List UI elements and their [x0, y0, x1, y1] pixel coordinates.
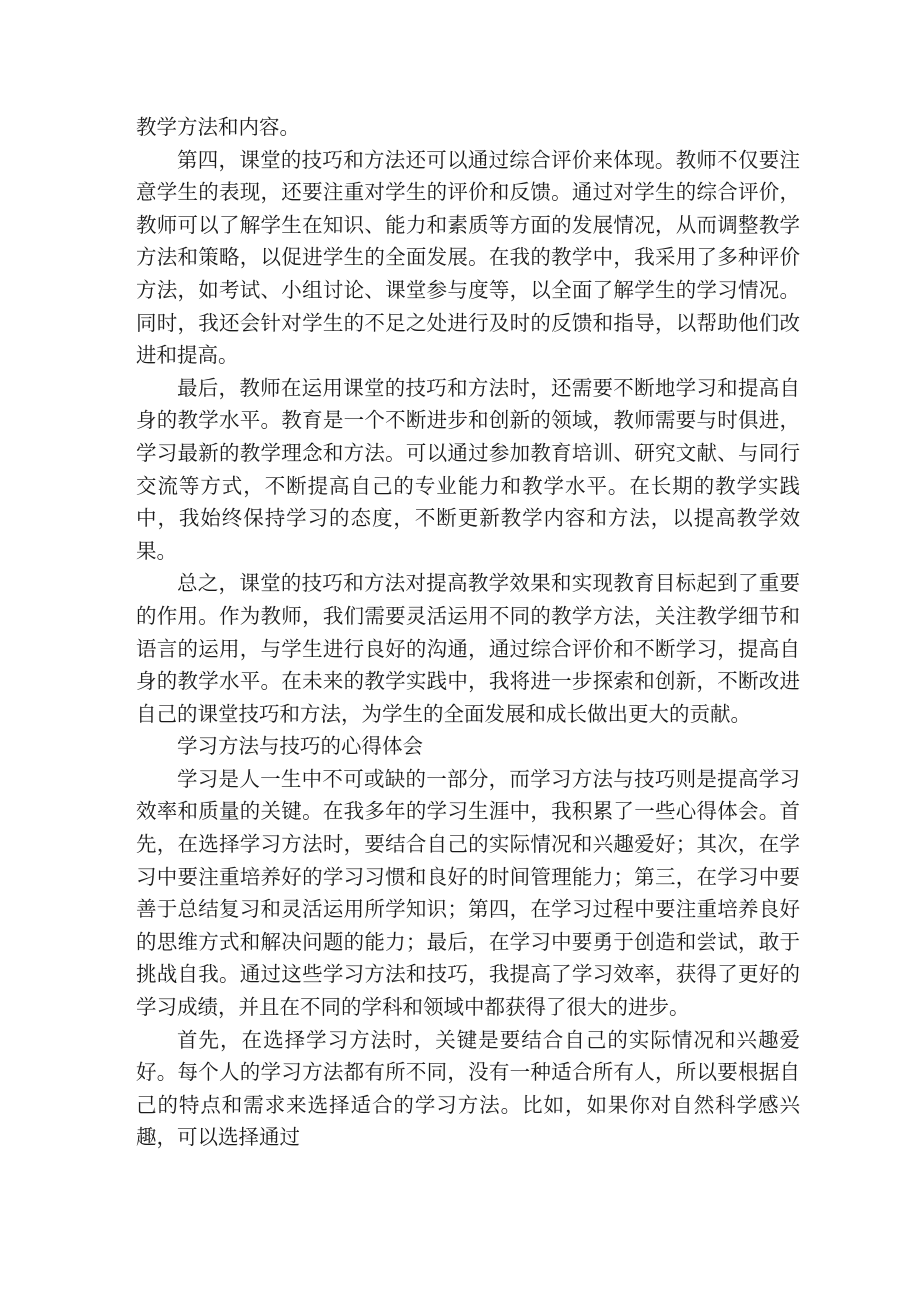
paragraph-first-choose-method: 首先，在选择学习方法时，关键是要结合自己的实际情况和兴趣爱好。每个人的学习方法都有所不同，没有一种适合所有人，所以要根据自己的特点和需求来选择适合的学习方法。比如，如果你对自然科学感兴趣，可以选择通过	[136, 1027, 800, 1150]
paragraph-study-intro: 学习是人一生中不可或缺的一部分，而学习方法与技巧则是提高学习效率和质量的关键。在我多年的学习生涯中，我积累了一些心得体会。首先，在选择学习方法时，要结合自己的实际情况和兴趣爱好；其次，在学习中要注重培养好的学习习惯和良好的时间管理能力；第三，在学习中要善于总结复习和灵活运用所学知识；第四，在学习过程中要注重培养良好的思维方式和解决问题的能力；最后，在学习中要勇于创造和尝试，敢于挑战自我。通过这些学习方法和技巧，我提高了学习效率，获得了更好的学习成绩，并且在不同的学科和领域中都获得了很大的进步。	[136, 766, 800, 1020]
paragraph-finally-learning: 最后，教师在运用课堂的技巧和方法时，还需要不断地学习和提高自身的教学水平。教育是一个不断进步和创新的领域，教师需要与时俱进，学习最新的教学理念和方法。可以通过参加教育培训、研究文献、与同行交流等方式，不断提高自己的专业能力和教学水平。在长期的教学实践中，我始终保持学习的态度，不断更新教学内容和方法，以提高教学效果。	[136, 375, 800, 563]
document-body	[136, 111, 800, 1154]
paragraph-conclusion: 总之，课堂的技巧和方法对提高教学效果和实现教育目标起到了重要的作用。作为教师，我们需要灵活运用不同的教学方法，关注教学细节和语言的运用，与学生进行良好的沟通，通过综合评价和不断学习，提高自身的教学水平。在未来的教学实践中，我将进一步探索和创新，不断改进自己的课堂技巧和方法，为学生的全面发展和成长做出更大的贡献。	[136, 571, 800, 726]
paragraph-continuation: 教学方法和内容。	[136, 115, 300, 139]
section-title: 学习方法与技巧的心得体会	[177, 734, 423, 759]
paragraph-fourth-evaluation: 第四，课堂的技巧和方法还可以通过综合评价来体现。教师不仅要注意学生的表现，还要注重对学生的评价和反馈。通过对学生的综合评价，教师可以了解学生在知识、能力和素质等方面的发展情况，从而调整教学方法和策略，以促进学生的全面发展。在我的教学中，我采用了多种评价方法，如考试、小组讨论、课堂参与度等，以全面了解学生的学习情况。同时，我还会针对学生的不足之处进行及时的反馈和指导，以帮助他们改进和提高。	[136, 147, 800, 368]
